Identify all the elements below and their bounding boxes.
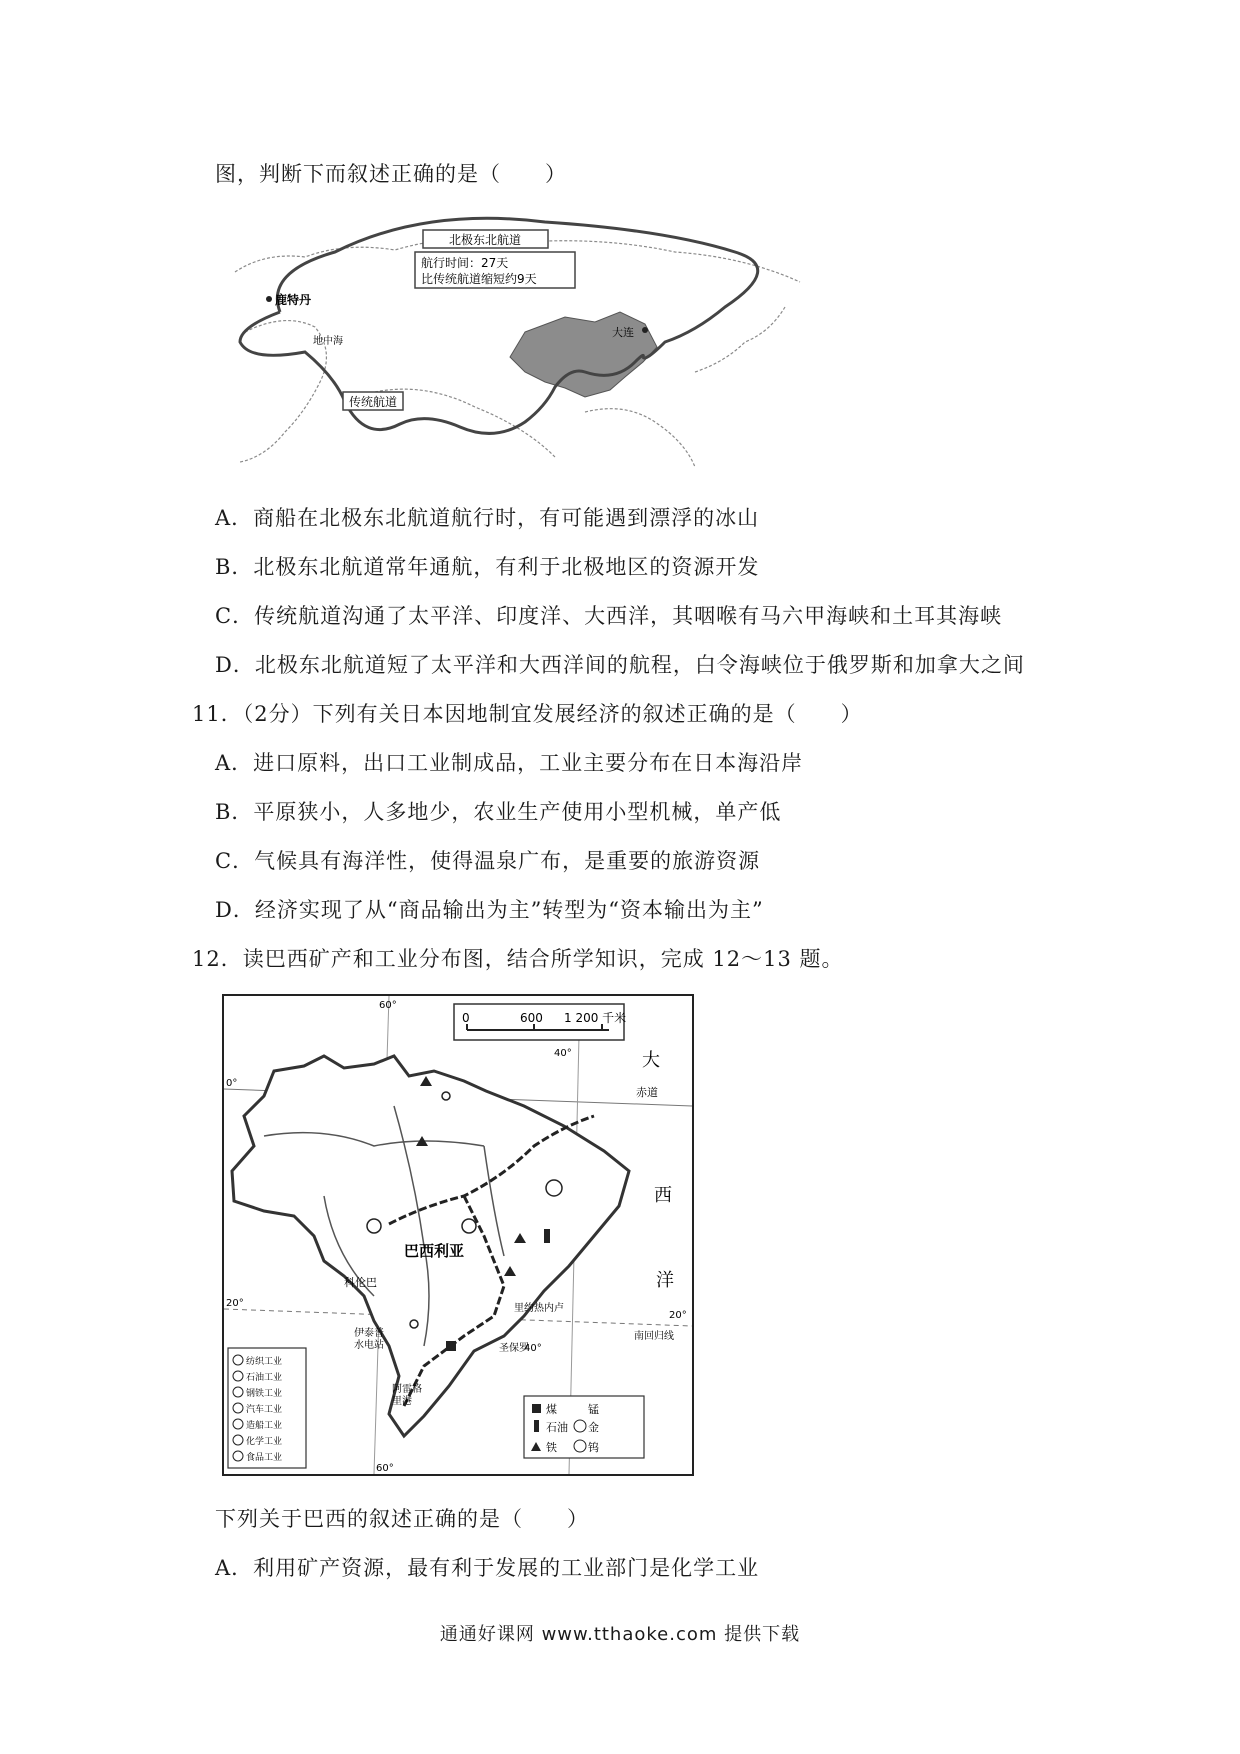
legend-mineral-1: 锰 xyxy=(588,1403,599,1416)
legend-industry-6: 食品工业 xyxy=(246,1453,283,1463)
legend-mineral-4: 铁 xyxy=(546,1441,557,1454)
ocean-char-2: 西 xyxy=(654,1185,672,1206)
lon-40-bottom: 40° xyxy=(524,1343,542,1354)
q11-option-b: B．平原狭小，人多地少，农业生产使用小型机械，单产低 xyxy=(215,800,782,824)
q10-stem: 图，判断下而叙述正确的是（ ） xyxy=(215,162,567,186)
porto-label-1: 阿雷格 xyxy=(392,1384,422,1395)
brazil-map xyxy=(222,994,694,1476)
city-brasilia: 巴西利亚 xyxy=(404,1242,465,1260)
q11-option-d: D．经济实现了从“商品输出为主”转型为“资本输出为主” xyxy=(215,898,764,922)
legend-industry-0: 纺织工业 xyxy=(246,1357,283,1367)
q11-option-a: A．进口原料，出口工业制成品，工业主要分布在日本海沿岸 xyxy=(215,751,804,775)
lat-0-left: 0° xyxy=(226,1078,238,1089)
city-saopaulo: 圣保罗 xyxy=(499,1343,529,1354)
q10-option-d: D．北极东北航道短了太平洋和大西洋间的航程，白令海峡位于俄罗斯和加拿大之间 xyxy=(215,653,1025,677)
sailing-time-text: 航行时间：27天 xyxy=(421,256,509,270)
porto-label-2: 里港 xyxy=(392,1396,412,1407)
scale-600: 600 xyxy=(520,1011,543,1025)
scale-1200: 1 200 千米 xyxy=(564,1011,627,1025)
q10-option-a: A．商船在北极东北航道航行时，有可能遇到漂浮的冰山 xyxy=(215,506,760,530)
itaipu-label-2: 水电站 xyxy=(354,1340,384,1351)
mediterranean-label: 地中海 xyxy=(313,336,343,347)
legend-industry-2: 钢铁工业 xyxy=(246,1389,283,1399)
legend-industry-5: 化学工业 xyxy=(246,1437,283,1447)
q11-option-c: C．气候具有海洋性，使得温泉广布，是重要的旅游资源 xyxy=(215,849,761,873)
q10-option-c: C．传统航道沟通了太平洋、印度洋、大西洋，其咽喉有马六甲海峡和土耳其海峡 xyxy=(215,604,1003,628)
legend-industry-4: 造船工业 xyxy=(246,1421,283,1431)
legend-industry-3: 汽车工业 xyxy=(246,1405,283,1415)
traditional-route-label: 传统航道 xyxy=(348,395,398,409)
q12-stem: 12．读巴西矿产和工业分布图，结合所学知识，完成 12～13 题。 xyxy=(192,947,844,971)
city-dalian: 大连 xyxy=(612,326,634,339)
itaipu-label-1: 伊泰普 xyxy=(354,1328,384,1339)
legend-mineral-3: 金 xyxy=(588,1421,599,1434)
legend-mineral-5: 钨 xyxy=(588,1441,599,1454)
lat-20-right: 20° xyxy=(669,1310,687,1321)
ocean-char-3: 洋 xyxy=(656,1270,674,1291)
city-corumba: 科伦巴 xyxy=(344,1276,377,1289)
page-footer: 通通好课网 www.tthaoke.com 提供下载 xyxy=(439,1624,801,1645)
lon-60-bottom: 60° xyxy=(376,1463,394,1474)
arctic-route-label: 北极东北航道 xyxy=(448,233,522,247)
legend-industry-1: 石油工业 xyxy=(246,1373,283,1383)
lat-20-left: 20° xyxy=(226,1298,244,1309)
scale-0: 0 xyxy=(462,1011,470,1025)
equator-label: 赤道 xyxy=(636,1086,658,1099)
q10-option-b: B．北极东北航道常年通航，有利于北极地区的资源开发 xyxy=(215,555,760,579)
city-rotterdam: 鹿特丹 xyxy=(275,293,312,307)
lon-60-top: 60° xyxy=(379,1000,397,1011)
lon-40-top: 40° xyxy=(554,1048,572,1059)
legend-mineral-0: 煤 xyxy=(546,1403,557,1416)
q12-option-a: A．利用矿产资源，最有利于发展的工业部门是化学工业 xyxy=(215,1556,760,1580)
ocean-char-1: 大 xyxy=(642,1050,660,1071)
q12-sub-stem: 下列关于巴西的叙述正确的是（ ） xyxy=(215,1507,589,1531)
q11-stem: 11．（2分）下列有关日本因地制宜发展经济的叙述正确的是（ ） xyxy=(192,702,863,726)
shortened-text: 比传统航道缩短约9天 xyxy=(421,272,537,286)
tropic-label: 南回归线 xyxy=(634,1331,674,1342)
arctic-route-map xyxy=(225,212,815,470)
legend-mineral-2: 石油 xyxy=(546,1421,568,1434)
city-rio: 里约热内卢 xyxy=(514,1303,564,1314)
